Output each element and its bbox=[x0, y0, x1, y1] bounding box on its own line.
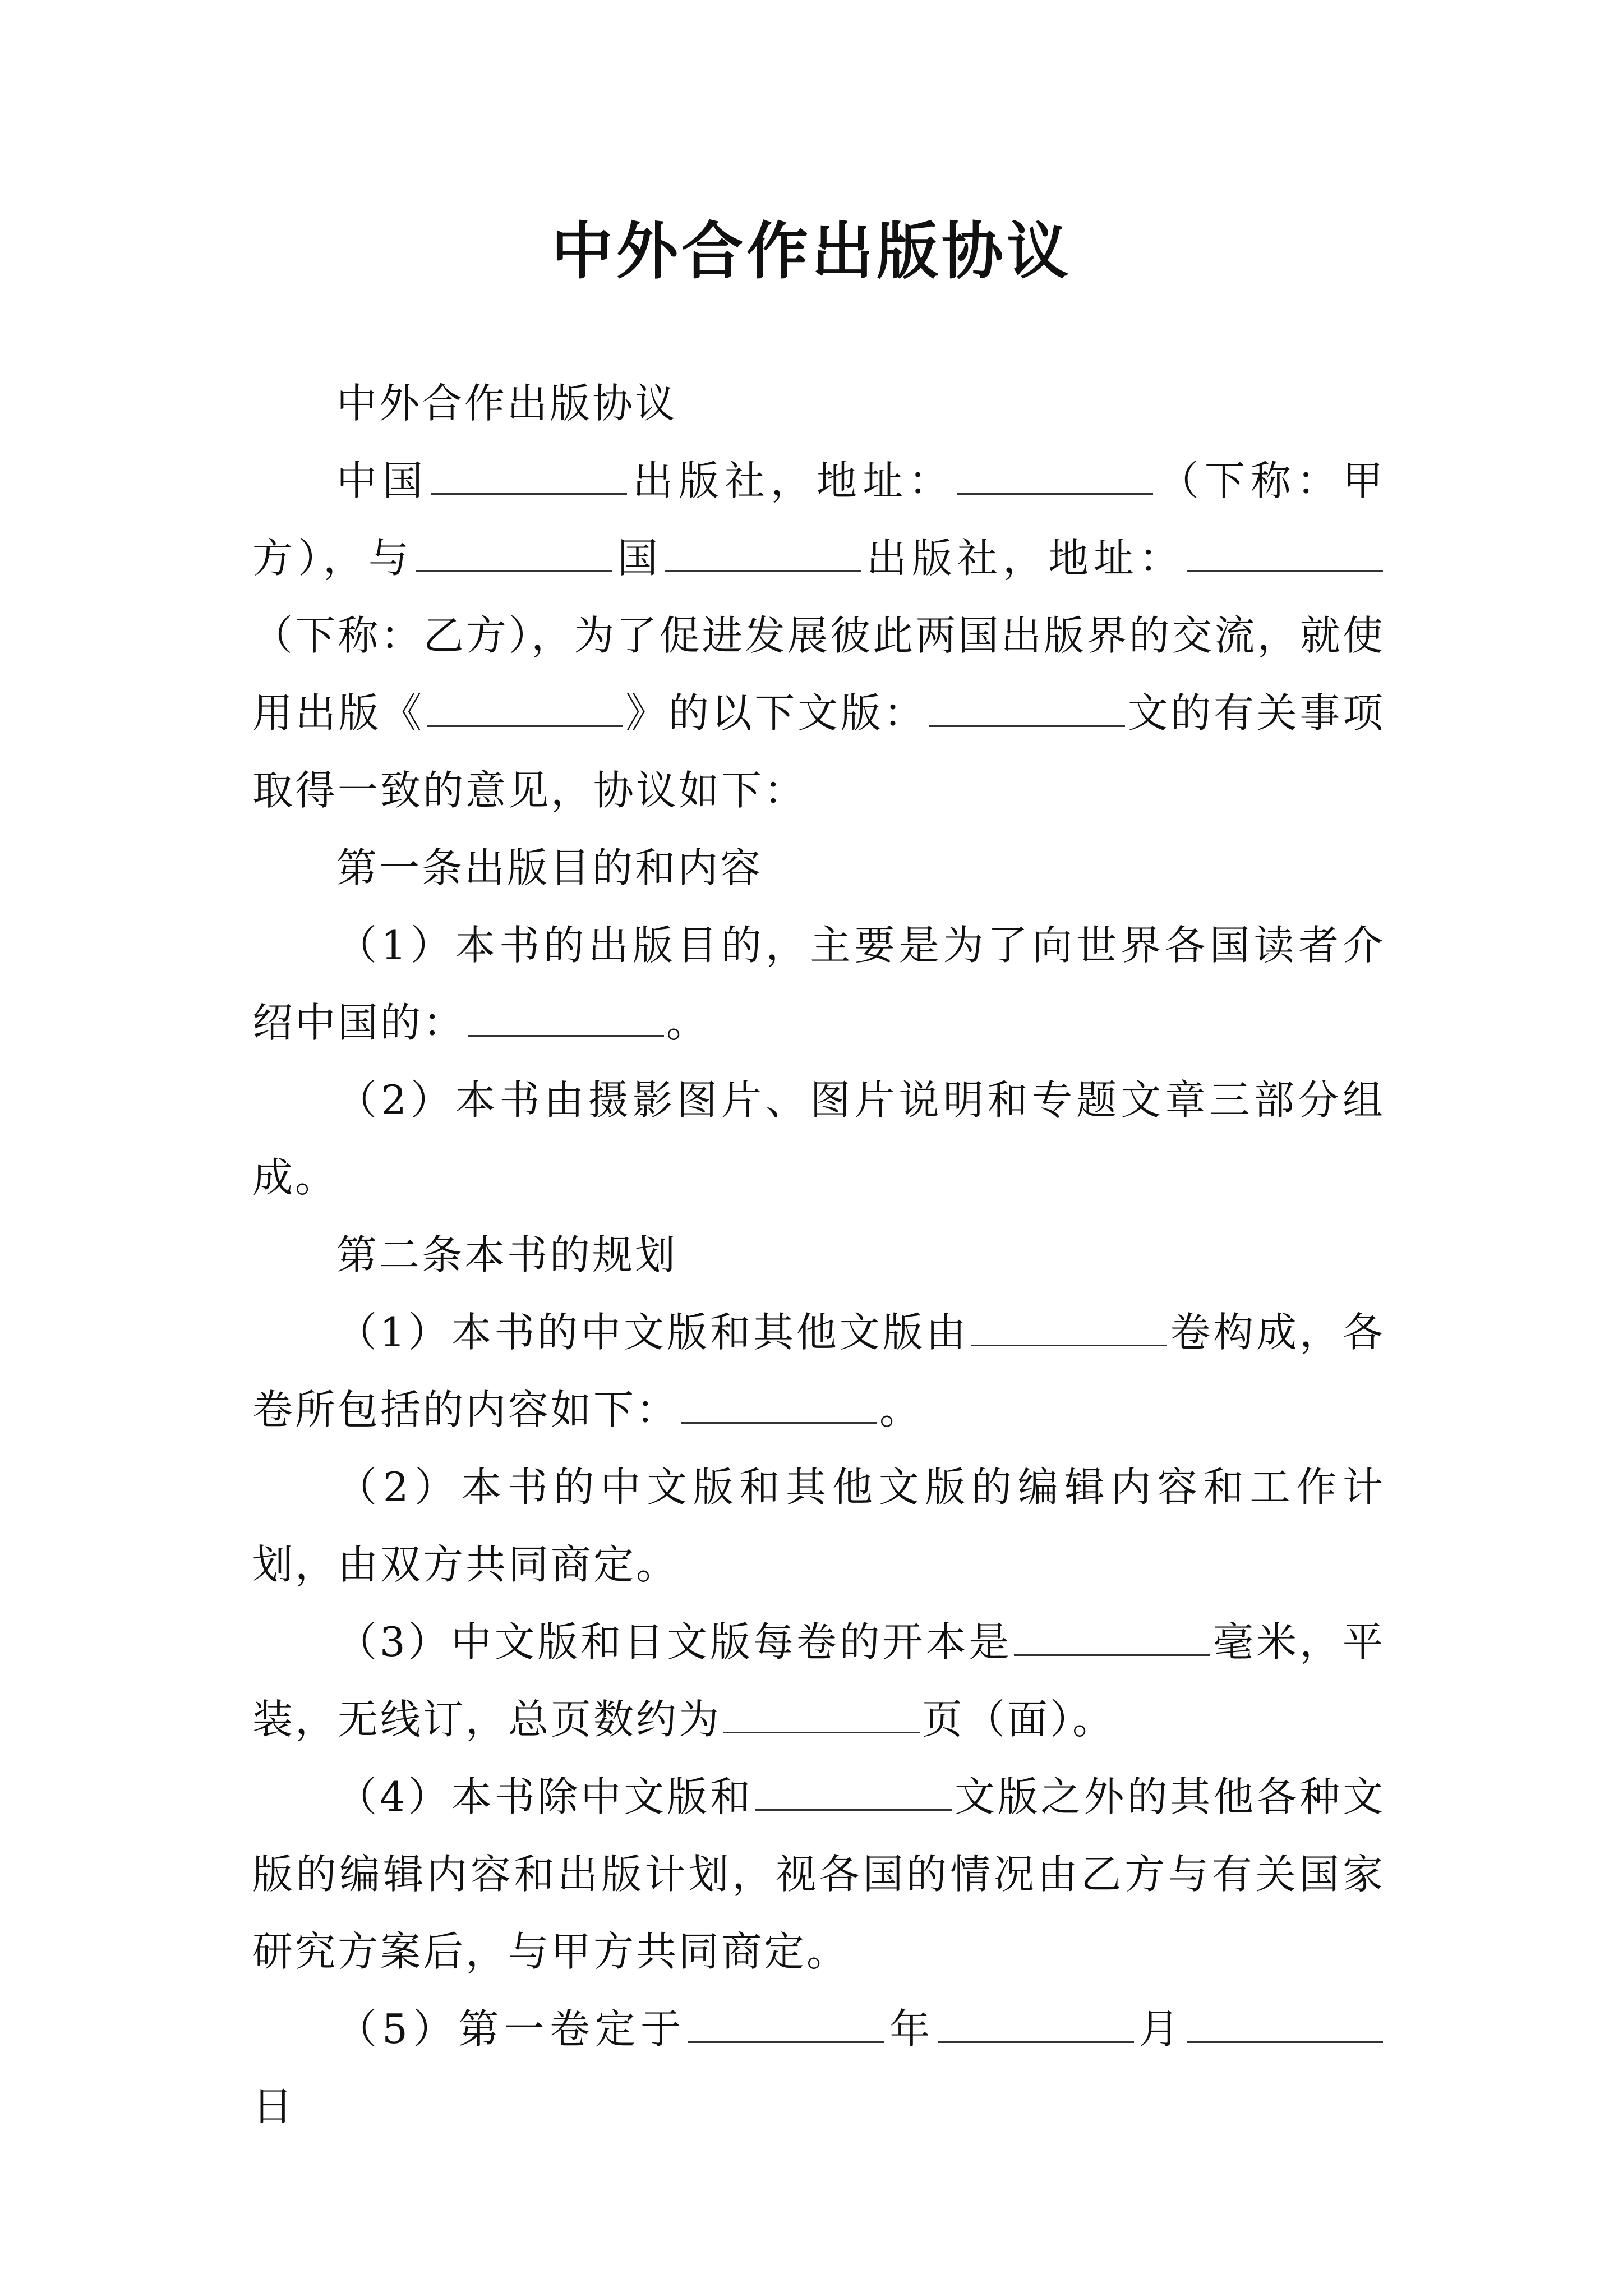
paragraph-text: （1）本书的出版目的，主要是为了向世界各国读者介绍中国的： bbox=[252, 922, 1385, 1046]
fill-in-blank bbox=[938, 2008, 1134, 2043]
paragraph bbox=[252, 1294, 1385, 1448]
paragraph-text: （1）本书的中文版和其他文版由 bbox=[336, 1309, 969, 1356]
paragraph-text: 。 bbox=[879, 1386, 923, 1433]
paragraph-text: （3）中文版和日文版每卷的开本是 bbox=[336, 1618, 1012, 1665]
fill-in-blank bbox=[468, 1001, 664, 1037]
paragraph bbox=[252, 829, 1385, 907]
paragraph-text: 中外合作出版协议 bbox=[336, 380, 678, 427]
paragraph-text: 卷构成，各卷所包括的内容如下： bbox=[252, 1309, 1385, 1433]
paragraph-text: 出版社，地址： bbox=[864, 535, 1184, 582]
paragraph bbox=[252, 1448, 1385, 1603]
paragraph bbox=[252, 442, 1385, 829]
fill-in-blank bbox=[681, 1388, 877, 1424]
fill-in-blank bbox=[416, 537, 612, 572]
paragraph-text: （下称：甲方），与 bbox=[252, 457, 1385, 582]
fill-in-blank bbox=[1187, 537, 1383, 572]
fill-in-blank bbox=[665, 537, 861, 572]
paragraph-text: 国 bbox=[615, 535, 663, 582]
paragraph-text: 第一条出版目的和内容 bbox=[336, 844, 763, 891]
paragraph bbox=[252, 1990, 1385, 2145]
fill-in-blank bbox=[427, 692, 623, 727]
fill-in-blank bbox=[431, 459, 627, 495]
paragraph-text: 页（面）。 bbox=[922, 1696, 1115, 1743]
paragraph-text: 日 bbox=[252, 2083, 296, 2130]
paragraph bbox=[252, 907, 1385, 1061]
paragraph-text: （4）本书除中文版和 bbox=[336, 1773, 753, 1820]
fill-in-blank bbox=[1014, 1621, 1210, 1656]
paragraph-text: 出版社，地址： bbox=[629, 457, 955, 504]
paragraph bbox=[252, 1758, 1385, 1990]
paragraph-text: 。 bbox=[666, 999, 709, 1046]
paragraph bbox=[252, 365, 1385, 442]
paragraph-text: 中国 bbox=[336, 457, 428, 504]
paragraph-text: （5）第一卷定于 bbox=[336, 2005, 686, 2053]
fill-in-blank bbox=[755, 1775, 952, 1811]
paragraph-text: 第二条本书的规划 bbox=[336, 1231, 678, 1278]
fill-in-blank bbox=[929, 692, 1125, 727]
fill-in-blank bbox=[971, 1311, 1167, 1346]
paragraph-text: 毫米，平装，无线订，总页数约为 bbox=[252, 1618, 1385, 1743]
fill-in-blank bbox=[723, 1698, 920, 1733]
paragraph-text: 月 bbox=[1136, 2005, 1184, 2053]
document-title: 中外合作出版协议 bbox=[551, 215, 1072, 287]
paragraph-text: （2）本书由摄影图片、图片说明和专题文章三部分组成。 bbox=[252, 1076, 1385, 1201]
paragraph-text: （下称：乙方），为了促进发展彼此两国出版界的交流，就使用出版《 bbox=[252, 612, 1385, 737]
paragraph-text: 文的有关事项取得一致的意见，协议如下： bbox=[252, 689, 1385, 814]
paragraph-text: 》的以下文版： bbox=[625, 689, 926, 737]
paragraph-text: （2）本书的中文版和其他文版的编辑内容和工作计划，由双方共同商定。 bbox=[252, 1464, 1385, 1588]
paragraph bbox=[252, 1603, 1385, 1758]
paragraph bbox=[252, 1061, 1385, 1216]
fill-in-blank bbox=[688, 2008, 884, 2043]
paragraph-text: 年 bbox=[887, 2005, 935, 2053]
paragraph bbox=[252, 1216, 1385, 1294]
fill-in-blank bbox=[1187, 2008, 1383, 2043]
paragraph-text: 文版之外的其他各种文版的编辑内容和出版计划，视各国的情况由乙方与有关国家研究方案后，与甲方共同商定。 bbox=[252, 1773, 1385, 1975]
document-body bbox=[252, 365, 1385, 2145]
fill-in-blank bbox=[957, 459, 1153, 495]
